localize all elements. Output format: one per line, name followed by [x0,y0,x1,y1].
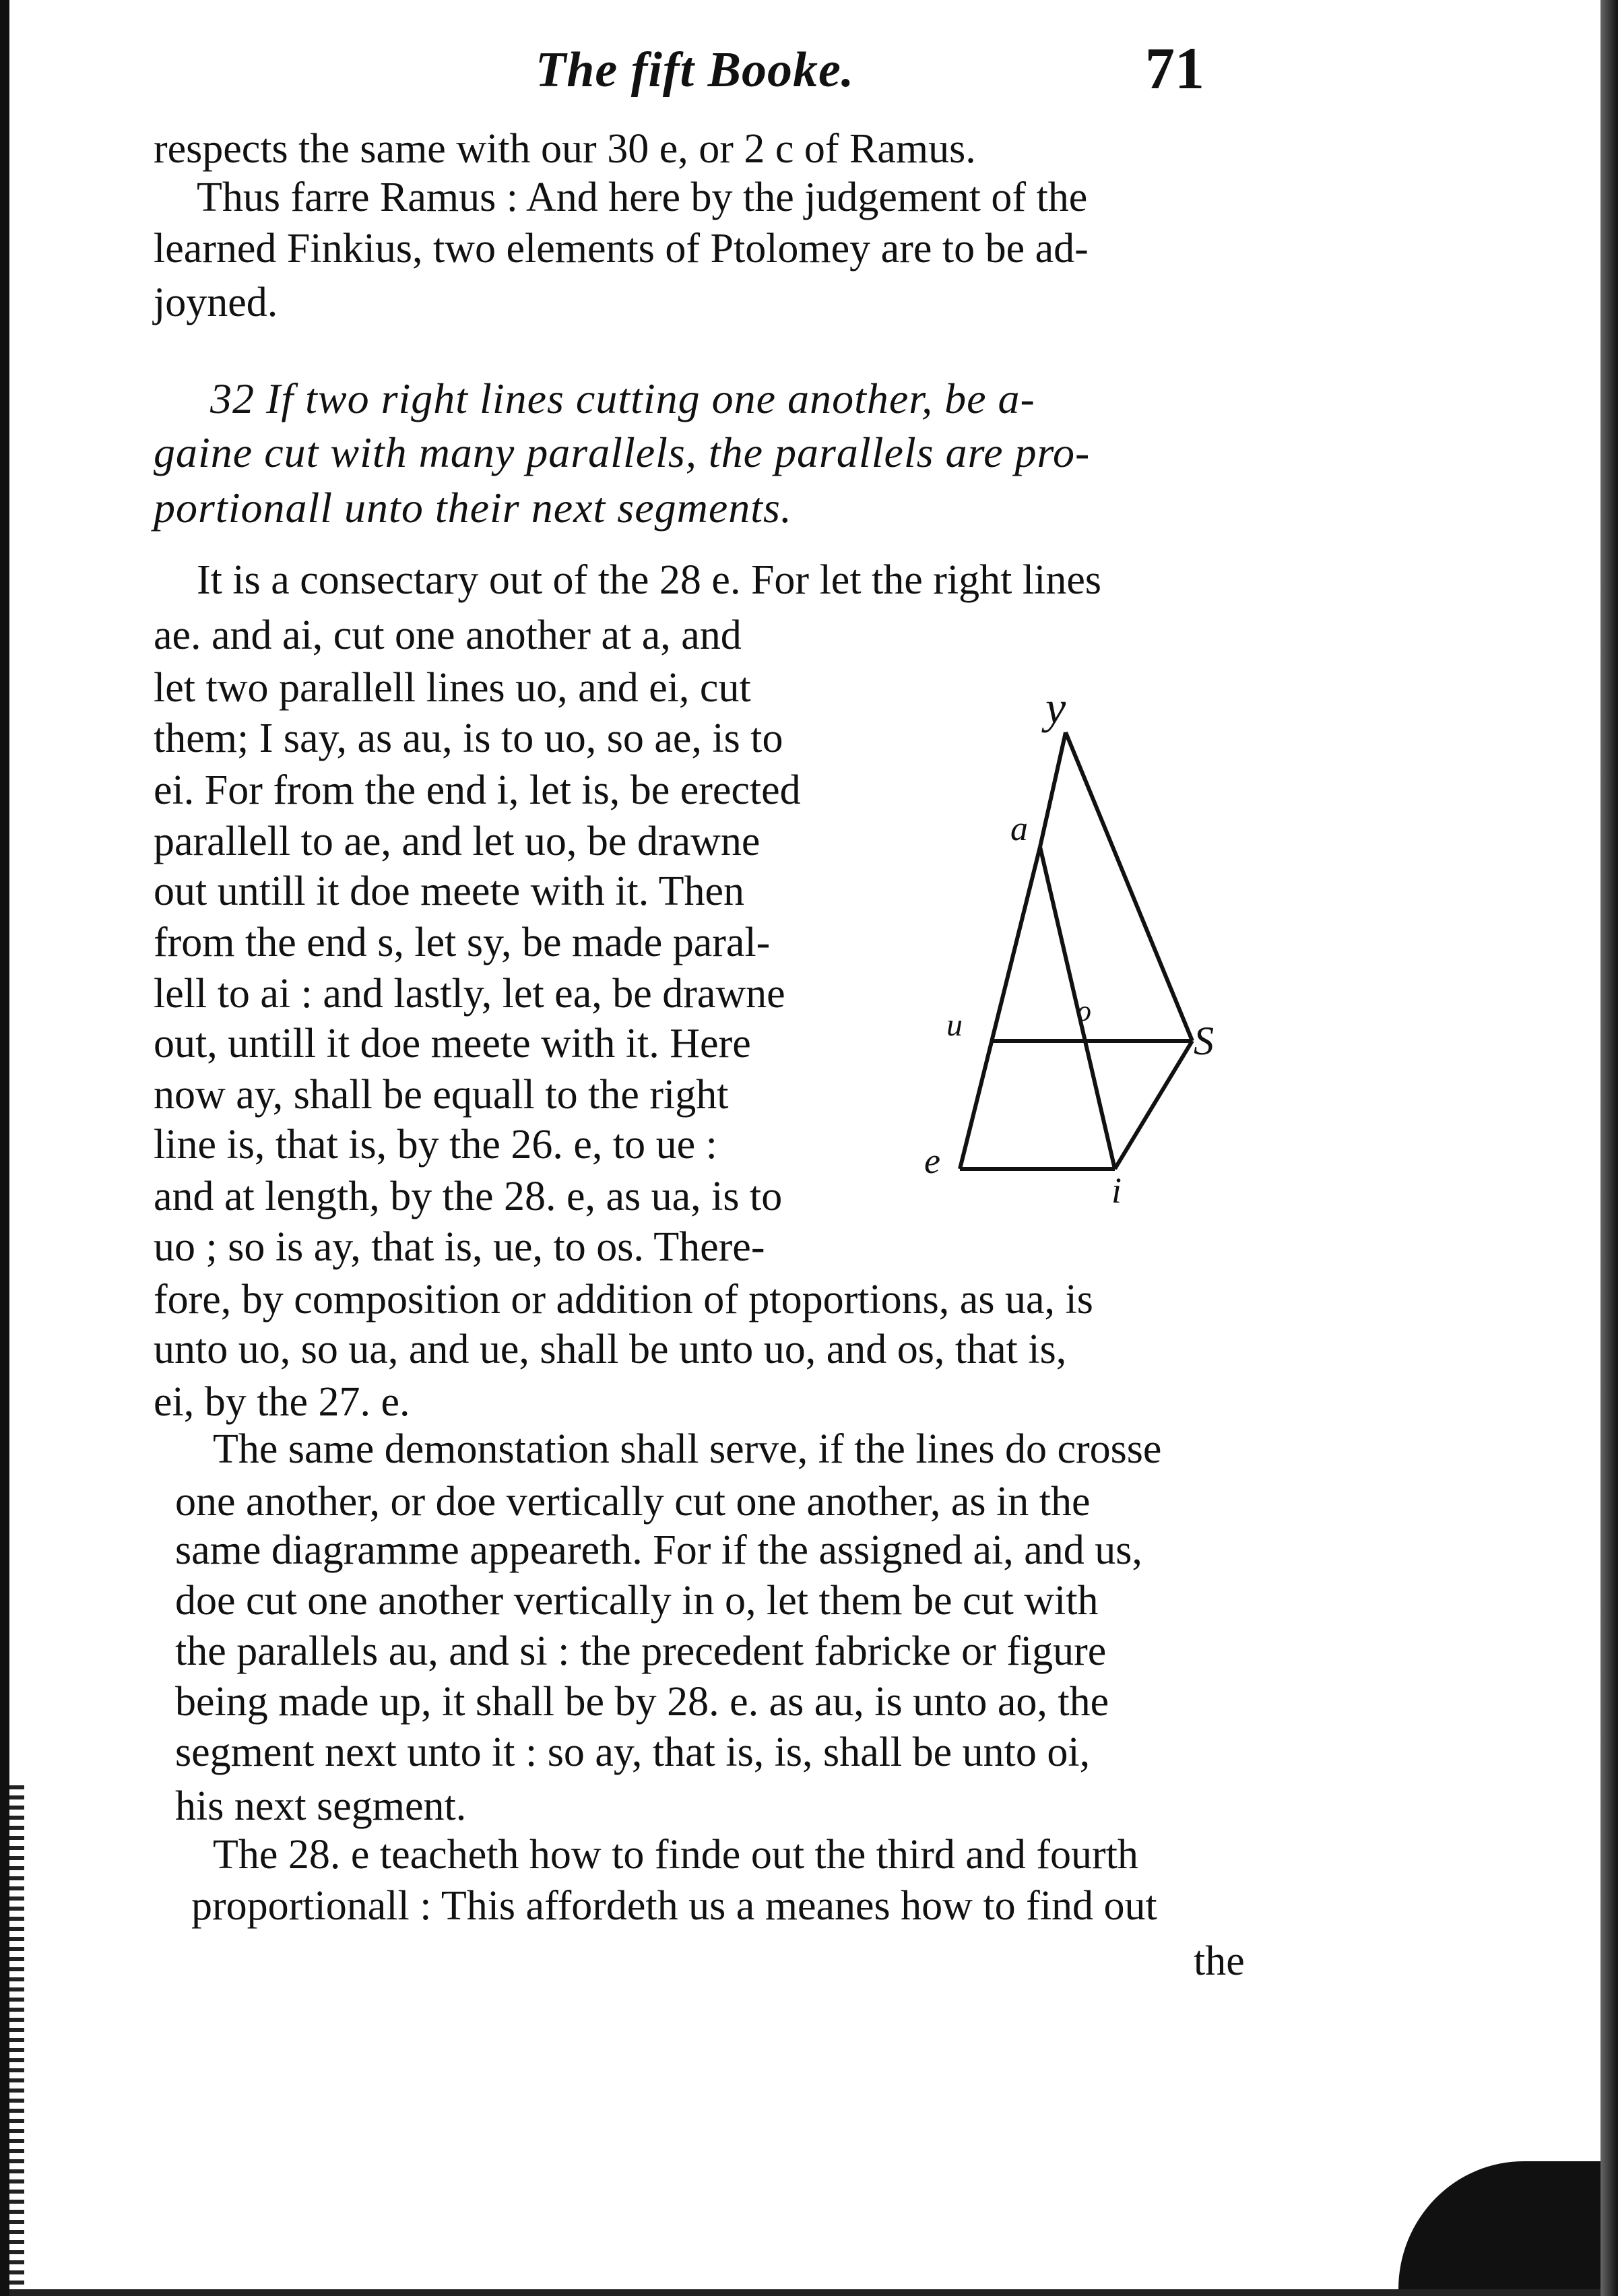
catchword: the [1194,1938,1245,1984]
text-line: ae. and ai, cut one another at a, and [154,612,742,658]
text-line: fore, by composition or addition of ptoportions, as ua, is [154,1277,1093,1322]
text-line: respects the same with our 30 e, or 2 c of Ramus. [154,126,976,172]
text-line: let two parallell lines uo, and ei, cut [154,665,751,711]
text-line: uo ; so is ay, that is, ue, to os. There- [154,1224,765,1270]
proposition-line: gaine cut with many parallels, the parallels are pro- [154,428,1091,476]
text-line: out untill it doe meete with it. Then [154,868,745,914]
text-line: the parallels au, and si : the precedent fabricke or figure [175,1628,1107,1674]
scan-edge-left [0,0,9,2296]
line-s-i [1115,1041,1192,1169]
text-line: ei, by the 27. e. [154,1379,410,1425]
line-a-e [960,847,1040,1169]
scan-edge-left-marks [9,1785,24,2296]
label-u: u [946,1007,963,1043]
text-line: proportionall : This affordeth us a meanes how to find out [191,1883,1157,1929]
geometry-diagram [909,664,1219,1223]
label-e: e [924,1141,940,1181]
text-line: doe cut one another vertically in o, let them be cut with [175,1578,1099,1624]
text-line: them; I say, as au, is to uo, so ae, is to [154,715,783,761]
text-line: his next segment. [175,1783,467,1829]
proposition-line: portionall unto their next segments. [154,484,792,532]
text-line: now ay, shall be equall to the right [154,1072,729,1118]
line-y-a [1040,732,1066,847]
scan-ink-blot [1398,2161,1600,2289]
text-line: ei. For from the end i, let is, be erected [154,767,801,813]
text-line: The 28. e teacheth how to finde out the third and fourth [213,1832,1138,1878]
text-line: segment next unto it : so ay, that is, is, shall be unto oi, [175,1729,1091,1775]
page-header [0,35,1618,109]
text-line: same diagramme appeareth. For if the assigned ai, and us, [175,1527,1142,1573]
text-line: and at length, by the 28. e, as ua, is to [154,1174,783,1219]
text-line: being made up, it shall be by 28. e. as au, is unto ao, the [175,1679,1109,1725]
page-number: 71 [1145,36,1204,102]
text-line: lell to ai : and lastly, let ea, be drawne [154,971,785,1017]
proposition-line: 32 If two right lines cutting one another, be a- [210,375,1035,422]
label-o: o [1076,994,1091,1027]
running-head: The fift Booke. [536,42,855,98]
text-line: parallell to ae, and let uo, be drawne [154,819,761,864]
scan-edge-right [1600,0,1618,2296]
label-a: a [1010,810,1028,848]
text-line: unto uo, so ua, and ue, shall be unto uo, and os, that is, [154,1327,1067,1372]
text-line: joyned. [154,280,278,325]
text-line: Thus farre Ramus : And here by the judgement of the [197,174,1088,220]
text-line: The same demonstation shall serve, if the lines do crosse [213,1426,1162,1472]
scan-edge-bottom [9,2289,1600,2296]
text-line: line is, that is, by the 26. e, to ue : [154,1122,717,1168]
text-line: out, untill it doe meete with it. Here [154,1021,751,1066]
text-line: from the end s, let sy, be made paral- [154,920,771,965]
label-s: S [1194,1019,1214,1063]
label-y: y [1045,682,1066,733]
text-line: one another, or doe vertically cut one another, as in the [175,1479,1091,1525]
text-line: learned Finkius, two elements of Ptolomey are to be ad- [154,226,1089,272]
label-i: i [1111,1170,1122,1211]
text-line: It is a consectary out of the 28 e. For let the right lines [197,557,1101,603]
